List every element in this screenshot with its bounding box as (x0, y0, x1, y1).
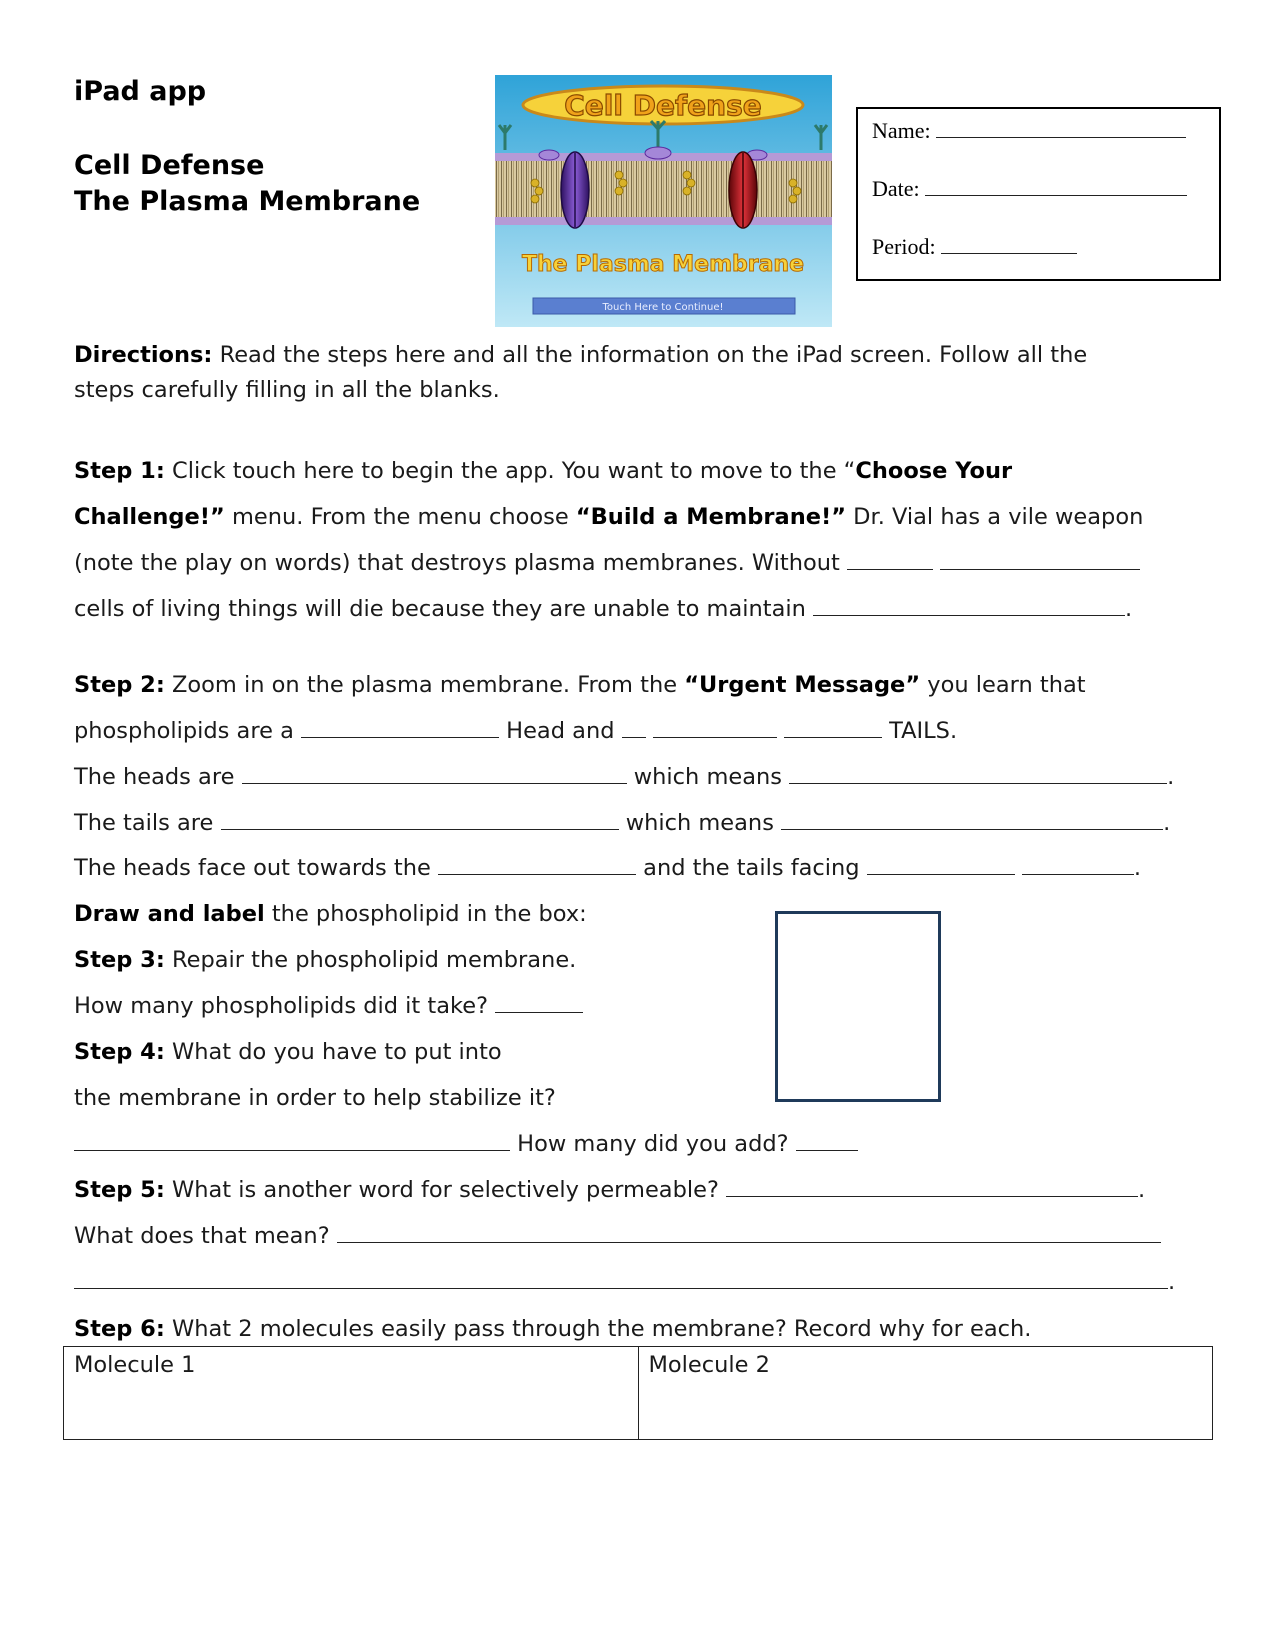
step4-line-2: the membrane in order to help stabilize it? (74, 1085, 556, 1111)
step2-text-5a: The heads face out towards the (74, 855, 431, 881)
step4-line-1 (74, 1038, 502, 1066)
date-row (872, 175, 1187, 202)
molecule-2-label: Molecule 2 (648, 1352, 770, 1378)
step2-text-3a: The heads are (74, 764, 235, 790)
step2-line-3 (74, 763, 1174, 791)
step2-period-1: . (1167, 764, 1175, 790)
step3-blank[interactable] (495, 992, 583, 1013)
worksheet-subtitle: The Plasma Membrane (74, 186, 421, 217)
step3-line-2 (74, 992, 583, 1020)
period-row (872, 233, 1077, 260)
step5-text-2: What does that mean? (74, 1223, 330, 1249)
step4-text-1: What do you have to put into (164, 1039, 502, 1065)
step1-line-4 (74, 595, 1132, 623)
step2-line-4 (74, 809, 1170, 837)
step2-text-2c: TAILS. (889, 718, 958, 744)
molecule-1-label: Molecule 1 (74, 1352, 196, 1378)
step3-text: Repair the phospholipid membrane. (164, 947, 577, 973)
step2-line-5 (74, 854, 1141, 882)
step2-text-2a: phospholipids are a (74, 718, 294, 744)
step1-text-2c: “Build a Membrane!” (575, 504, 847, 530)
step1-line-2 (74, 503, 1143, 531)
step5-period-2: . (1168, 1269, 1176, 1295)
step5-line-1 (74, 1176, 1145, 1204)
step4-text-3: How many did you add? (517, 1131, 789, 1157)
step1-text-2a: Challenge!” (74, 504, 225, 530)
step6-label: Step 6: (74, 1316, 165, 1342)
step2-blank-tails-are[interactable] (221, 809, 619, 830)
directions-line-1 (74, 341, 1087, 369)
step5-line-2 (74, 1222, 1161, 1250)
directions-text: Read the steps here and all the information on the iPad screen. Follow all the (212, 342, 1088, 368)
step3-label: Step 3: (74, 947, 165, 973)
step2-line-1 (74, 671, 1086, 699)
step4-blank-count[interactable] (796, 1130, 858, 1151)
step5-period-1: . (1138, 1177, 1146, 1203)
step1-text-1b: Choose Your (855, 458, 1013, 484)
step1-text-1a: Click touch here to begin the app. You want to move to the “ (164, 458, 856, 484)
step2-blank-tail-2[interactable] (653, 717, 777, 738)
step5-blank-meaning-2[interactable] (74, 1268, 1168, 1289)
step3-question: How many phospholipids did it take? (74, 993, 489, 1019)
step2-blank-tail-1[interactable] (622, 717, 646, 738)
step2-blank-tails-means[interactable] (781, 809, 1163, 830)
step2-period-3: . (1133, 855, 1142, 881)
date-label: Date: (872, 176, 920, 201)
step2-text-4b: which means (625, 810, 774, 836)
molecule-2-cell[interactable] (638, 1347, 1213, 1439)
period-label: Period: (872, 234, 936, 259)
step4-line-3 (74, 1130, 858, 1158)
step2-blank-head[interactable] (301, 717, 499, 738)
step2-text-4a: The tails are (74, 810, 214, 836)
step1-blank-2[interactable] (940, 549, 1140, 570)
step1-period: . (1125, 596, 1133, 622)
worksheet-title: Cell Defense (74, 150, 265, 181)
step2-text-2b: Head and (506, 718, 615, 744)
directions-label: Directions: (74, 342, 213, 368)
step2-blank-heads-are[interactable] (242, 763, 627, 784)
draw-text: the phospholipid in the box: (264, 901, 587, 927)
step1-text-2b: menu. From the menu choose (224, 504, 576, 530)
step6-text: What 2 molecules easily pass through the membrane? Record why for each. (164, 1316, 1032, 1342)
step5-label: Step 5: (74, 1177, 165, 1203)
step2-blank-tail-3[interactable] (784, 717, 882, 738)
draw-instruction (74, 900, 587, 928)
step1-line-3 (74, 549, 1140, 577)
step2-text-1b: “Urgent Message” (684, 672, 921, 698)
step4-blank-what[interactable] (74, 1130, 510, 1151)
app-subtitle: The Plasma Membrane (521, 252, 805, 277)
step5-blank-meaning-1[interactable] (337, 1222, 1161, 1243)
step2-period-2: . (1163, 810, 1171, 836)
app-screenshot (495, 75, 832, 327)
step2-blank-tails-face-2[interactable] (1022, 854, 1134, 875)
step5-text-1: What is another word for selectively permeable? (164, 1177, 719, 1203)
step2-text-1a: Zoom in on the plasma membrane. From the (164, 672, 685, 698)
app-screenshot-illustration (495, 75, 832, 327)
step2-blank-heads-face[interactable] (438, 854, 636, 875)
app-title: Cell Defense (564, 89, 762, 122)
molecule-table (63, 1346, 1213, 1440)
step5-blank-word[interactable] (726, 1176, 1138, 1197)
app-continue-button: Touch Here to Continue! (602, 302, 724, 313)
step2-label: Step 2: (74, 672, 165, 698)
period-blank[interactable] (941, 233, 1077, 254)
step2-blank-heads-means[interactable] (789, 763, 1167, 784)
step2-text-1c: you learn that (920, 672, 1086, 698)
step4-label: Step 4: (74, 1039, 165, 1065)
name-blank[interactable] (936, 117, 1186, 138)
step2-text-5b: and the tails facing (643, 855, 860, 881)
step1-line-1 (74, 457, 1012, 485)
step2-line-2 (74, 717, 957, 745)
name-label: Name: (872, 118, 931, 143)
molecule-1-cell[interactable] (64, 1347, 638, 1439)
step1-text-2d: Dr. Vial has a vile weapon (846, 504, 1144, 530)
directions-line-2: steps carefully filling in all the blanks. (74, 377, 500, 403)
step6-line-1 (74, 1315, 1031, 1343)
name-row (872, 117, 1186, 144)
step1-blank-3[interactable] (813, 595, 1125, 616)
draw-label: Draw and label (74, 901, 265, 927)
step5-line-3 (74, 1268, 1175, 1296)
step1-text-4: cells of living things will die because they are unable to maintain (74, 596, 806, 622)
step1-label: Step 1: (74, 458, 165, 484)
date-blank[interactable] (925, 175, 1187, 196)
step1-text-3: (note the play on words) that destroys plasma membranes. Without (74, 550, 840, 576)
step3-line-1 (74, 946, 576, 974)
step2-text-3b: which means (633, 764, 782, 790)
phospholipid-drawing-box[interactable] (775, 911, 941, 1102)
step2-blank-tails-face-1[interactable] (867, 854, 1015, 875)
app-label: iPad app (74, 76, 207, 107)
step1-blank-1[interactable] (847, 549, 933, 570)
